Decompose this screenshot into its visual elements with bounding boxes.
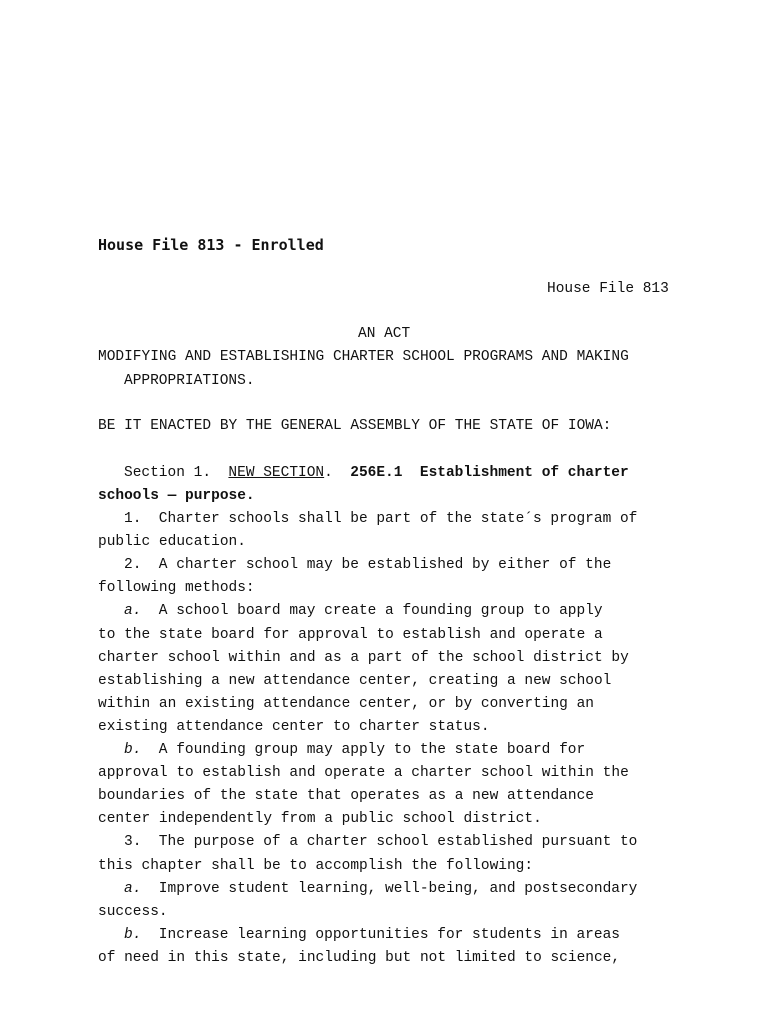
body-line: [98, 672, 611, 690]
header-bill-number: House File 813: [547, 281, 669, 297]
body-line: [98, 579, 255, 597]
body-line-text: success.: [98, 903, 168, 920]
body-line-text: A school board may create a founding group to apply: [141, 603, 603, 620]
body-line-text: of need in this state, including but not limited to science,: [98, 949, 621, 966]
body-line: [98, 949, 620, 967]
list-marker: b.: [124, 926, 142, 943]
body-line-text: following methods:: [98, 580, 255, 597]
body-line-text: A founding group may apply to the state board for: [141, 742, 586, 758]
body-line-text: within an existing attendance center, or by converting an: [98, 695, 594, 712]
body-line: [98, 787, 594, 805]
body-line-text: approval to establish and operate a charter school within the: [98, 765, 629, 782]
body-line: [98, 649, 629, 667]
enacting-clause: BE IT ENACTED BY THE GENERAL ASSEMBLY OF THE STATE OF IOWA:: [98, 418, 612, 434]
act-title-line-1: MODIFYING AND ESTABLISHING CHARTER SCHOOL PROGRAMS AND MAKING: [98, 349, 629, 365]
list-marker: 3.: [124, 834, 142, 851]
section-heading: Establishment of charter: [419, 465, 629, 481]
list-marker: 2.: [124, 557, 142, 574]
new-section-marker: NEW SECTION: [228, 465, 325, 481]
body-line: [124, 510, 637, 528]
body-line: [98, 903, 168, 921]
body-line-text: Improve student learning, well-being, and postsecondary: [141, 880, 638, 897]
body-line-text: establishing a new attendance center, creating a new school: [98, 672, 612, 689]
body-line: [98, 810, 542, 828]
body-line: [98, 764, 629, 782]
body-line-text: to the state board for approval to establish and operate a: [98, 626, 603, 643]
body-line: [98, 626, 603, 644]
section-dot: .: [324, 465, 333, 481]
act-heading: AN ACT: [358, 326, 411, 342]
body-line: [124, 602, 603, 620]
list-marker: 1.: [124, 511, 142, 527]
body-line-text: Increase learning opportunities for students in areas: [141, 926, 620, 943]
section-heading-line-2: schools — purpose.: [98, 488, 255, 504]
body-line: [124, 556, 611, 574]
body-line: [124, 741, 585, 759]
section-label: Section 1.: [124, 465, 212, 481]
body-line: [124, 926, 620, 944]
body-line-text: boundaries of the state that operates as a new attendance: [98, 788, 594, 805]
body-line-text: existing attendance center to charter status.: [98, 718, 490, 735]
list-marker: a.: [124, 603, 142, 620]
body-line-text: The purpose of a charter school established pursuant to: [141, 834, 638, 851]
document-title: House File 813 - Enrolled: [98, 236, 324, 254]
body-line: [98, 695, 594, 713]
section-code: 256E.1: [350, 465, 403, 481]
body-line: [124, 880, 637, 898]
body-line-text: center independently from a public school district.: [98, 811, 542, 828]
body-line: [98, 533, 246, 551]
body-line-text: A charter school may be established by either of the: [141, 557, 612, 574]
body-line-text: this chapter shall be to accomplish the following:: [98, 857, 534, 874]
body-line-text: public education.: [98, 534, 246, 551]
section-heading-line-1: [124, 464, 629, 482]
body-line-text: Charter schools shall be part of the state´s program of: [141, 511, 638, 527]
list-marker: a.: [124, 880, 142, 897]
body-line-text: charter school within and as a part of the school district by: [98, 649, 629, 666]
body-line: [124, 833, 637, 851]
list-marker: b.: [124, 742, 142, 758]
body-line: [98, 857, 533, 875]
act-title-line-2: APPROPRIATIONS.: [124, 373, 255, 389]
body-line: [98, 718, 490, 736]
